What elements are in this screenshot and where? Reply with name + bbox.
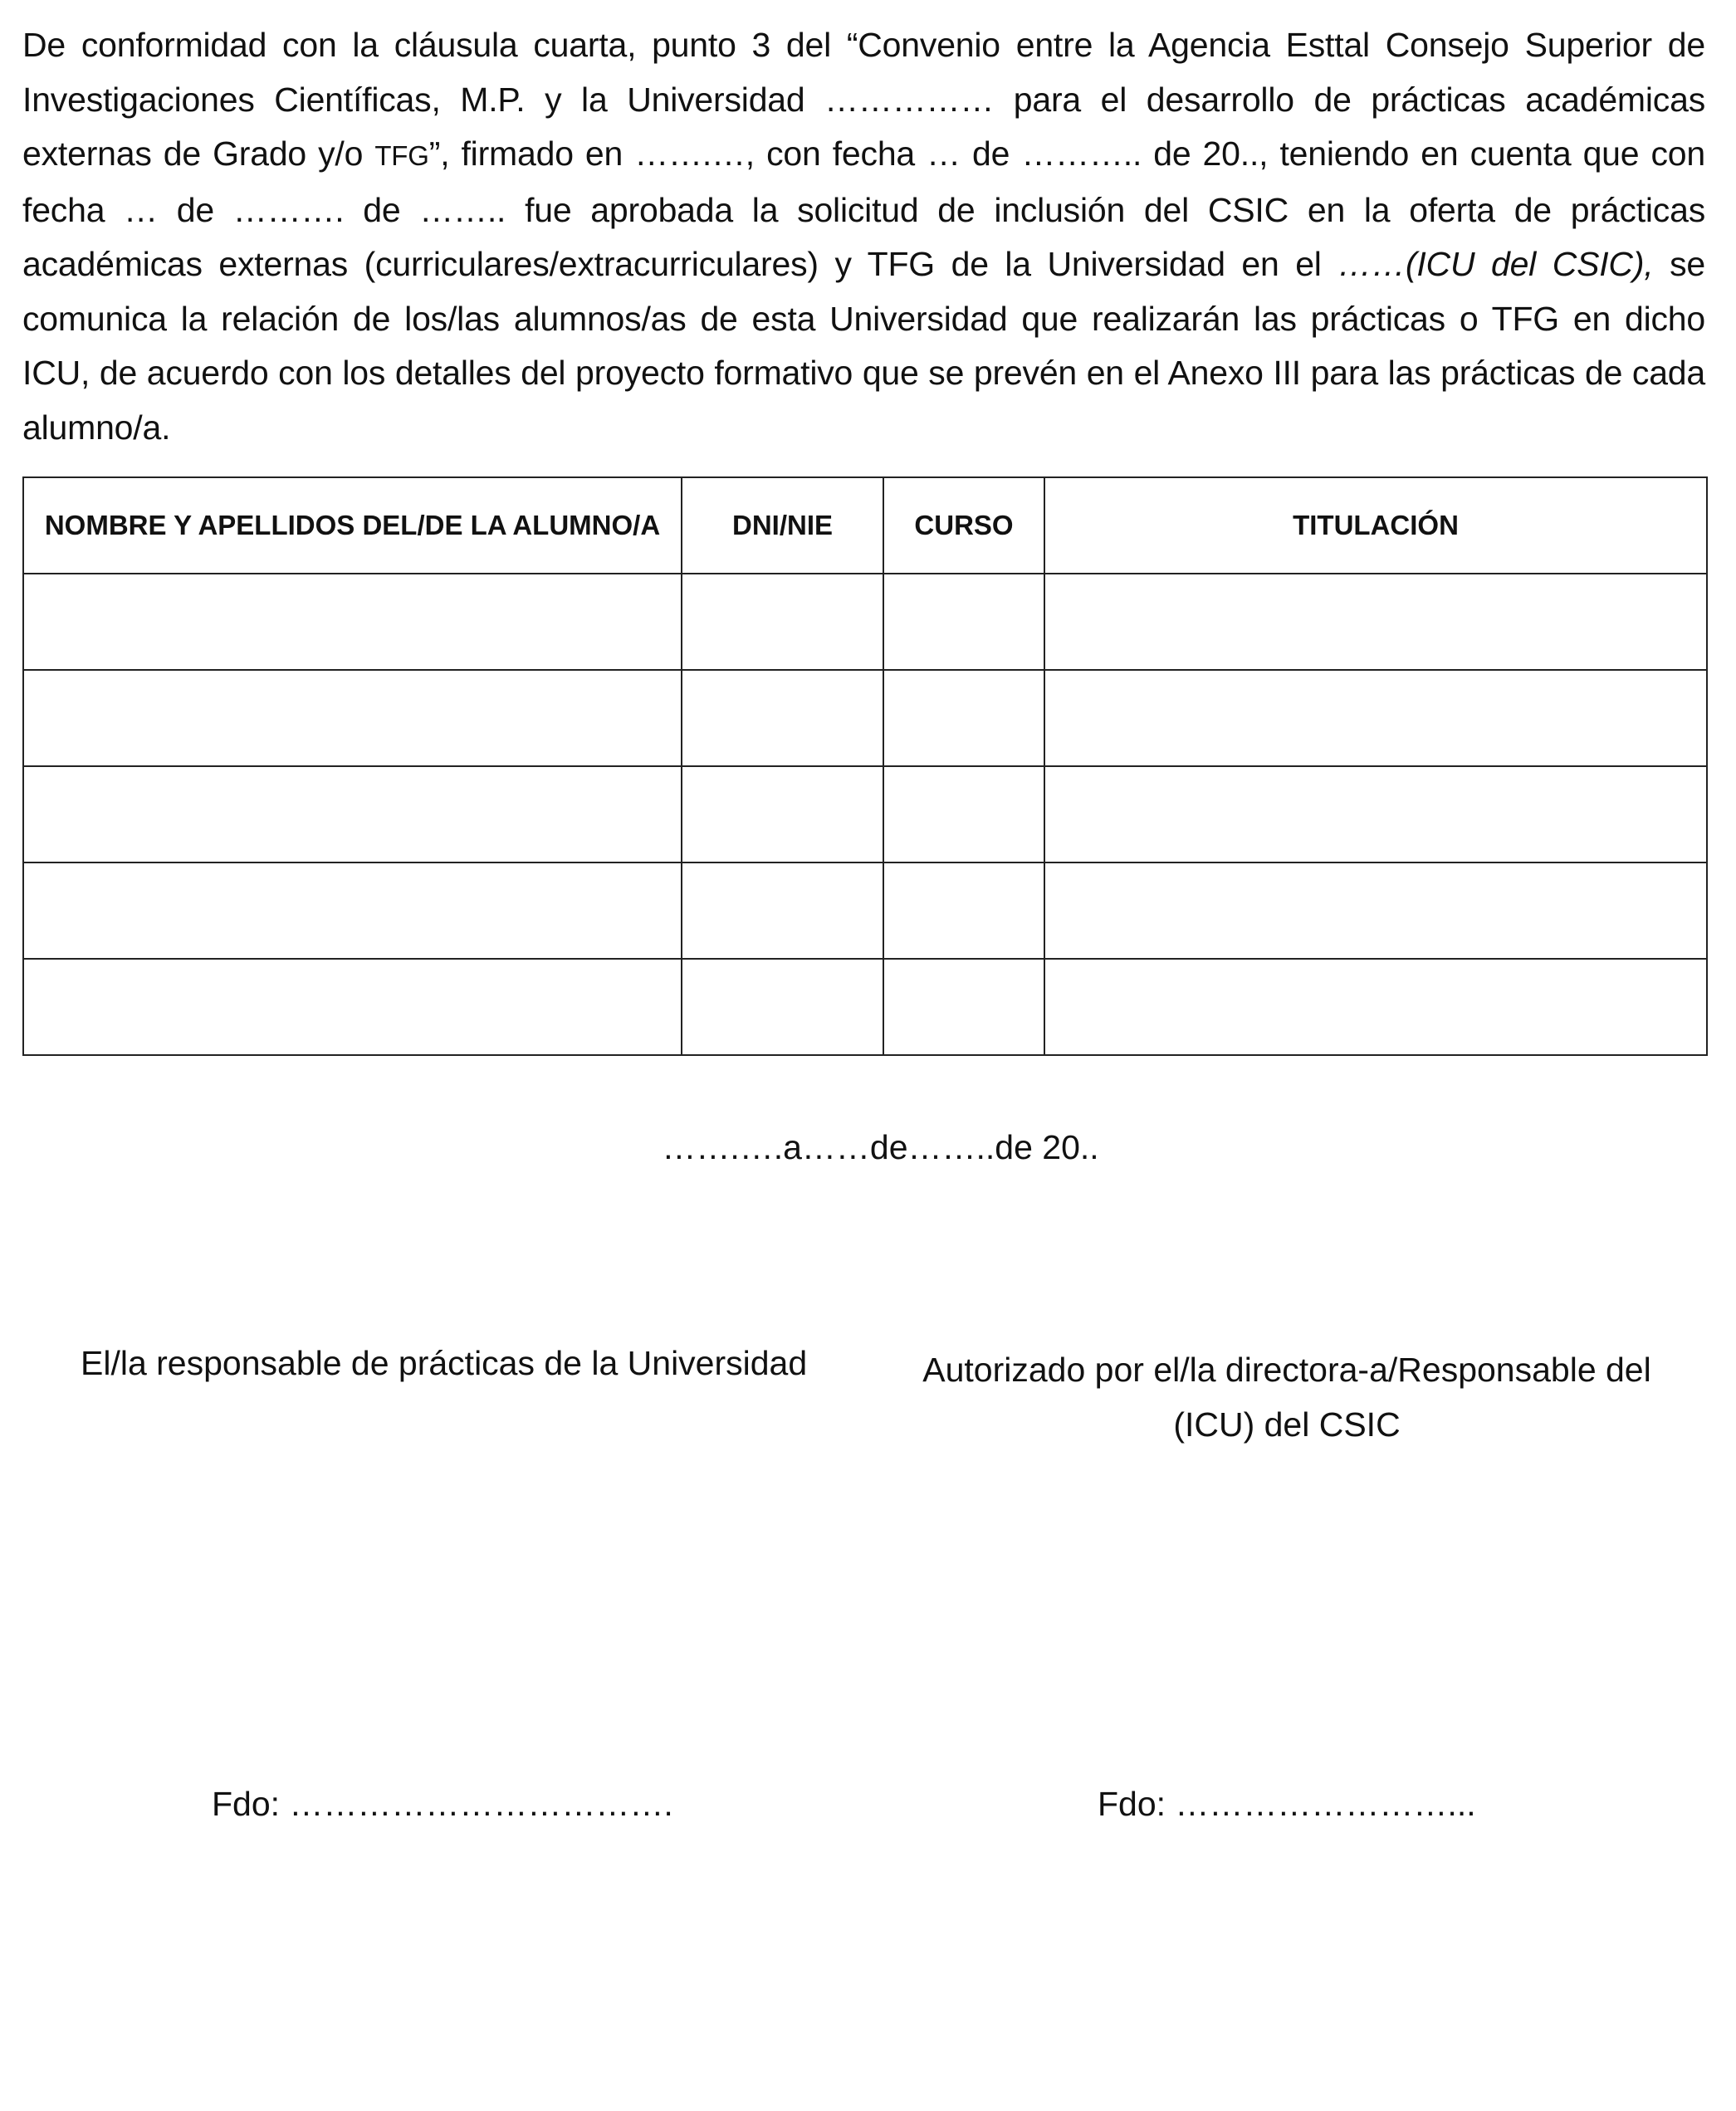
cell-dni[interactable]: [682, 862, 883, 959]
table-row: [23, 959, 1707, 1055]
csic-signatory-title: [909, 1342, 1665, 1452]
csic-signatory-title-line-1: Autorizado por el/la directora-a/Responsable del: [922, 1351, 1651, 1389]
cell-dni[interactable]: [682, 766, 883, 862]
intro-tfg-text: TFG: [374, 140, 429, 171]
cell-curso[interactable]: [883, 862, 1044, 959]
table-header-row: [23, 477, 1707, 574]
table-row: [23, 766, 1707, 862]
university-signature-line: Fdo: …………………………….: [212, 1785, 673, 1823]
intro-text-part-3: se comunica la relación de los/las alumnos/as de esta Universidad que realizarán las prácticas o TFG en dicho ICU, de acuerdo con los detalles del proyecto formativo que se prevén en el Anexo III para las prácticas de cada alumno/a.: [22, 245, 1706, 447]
cell-curso[interactable]: [883, 959, 1044, 1055]
cell-nombre[interactable]: [23, 959, 682, 1055]
cell-titulacion[interactable]: [1044, 862, 1707, 959]
cell-dni[interactable]: [682, 959, 883, 1055]
csic-signature-line: Fdo: ……………………...: [1098, 1785, 1476, 1823]
cell-dni[interactable]: [682, 574, 883, 670]
csic-signatory-title-line-2: (ICU) del CSIC: [1173, 1405, 1401, 1444]
cell-curso[interactable]: [883, 574, 1044, 670]
header-dni: DNI/NIE: [682, 477, 883, 574]
cell-curso[interactable]: [883, 766, 1044, 862]
cell-titulacion[interactable]: [1044, 766, 1707, 862]
cell-titulacion[interactable]: [1044, 959, 1707, 1055]
students-table: [22, 476, 1708, 1056]
place-date-line: …….….a……de……..de 20..: [662, 1128, 1099, 1166]
cell-nombre[interactable]: [23, 862, 682, 959]
cell-curso[interactable]: [883, 670, 1044, 766]
cell-dni[interactable]: [682, 670, 883, 766]
university-signatory-title: El/la responsable de prácticas de la Universidad: [81, 1344, 808, 1382]
header-curso: CURSO: [883, 477, 1044, 574]
intro-icu-text: ……(ICU del CSIC),: [1337, 245, 1654, 283]
cell-titulacion[interactable]: [1044, 574, 1707, 670]
cell-nombre[interactable]: [23, 574, 682, 670]
table-row: [23, 574, 1707, 670]
intro-paragraph: [22, 18, 1705, 455]
table-row: [23, 670, 1707, 766]
header-titulacion: TITULACIÓN: [1044, 477, 1707, 574]
cell-nombre[interactable]: [23, 766, 682, 862]
cell-nombre[interactable]: [23, 670, 682, 766]
intro-text-part-1: De conformidad con la cláusula cuarta, punto 3 del “Convenio entre la Agencia Esttal Consejo Superior de Investigaciones Científicas, M.P. y la Universidad …………… para el desarrollo de prácticas académicas externas de Grado y/o: [22, 26, 1705, 173]
table-row: [23, 862, 1707, 959]
document-page: [22, 18, 1705, 455]
cell-titulacion[interactable]: [1044, 670, 1707, 766]
intro-text-part-2: ”, firmado en …….…, con fecha … de ……….. de 20.., teniendo en cuenta que con fecha … de ………. de …….. fue aprobada la solicitud de inclusión del CSIC en la oferta de prácticas académicas externas (curriculares/extracurriculares) y TFG de la Universidad en el: [22, 134, 1706, 283]
header-nombre: NOMBRE Y APELLIDOS DEL/DE LA ALUMNO/A: [23, 477, 682, 574]
